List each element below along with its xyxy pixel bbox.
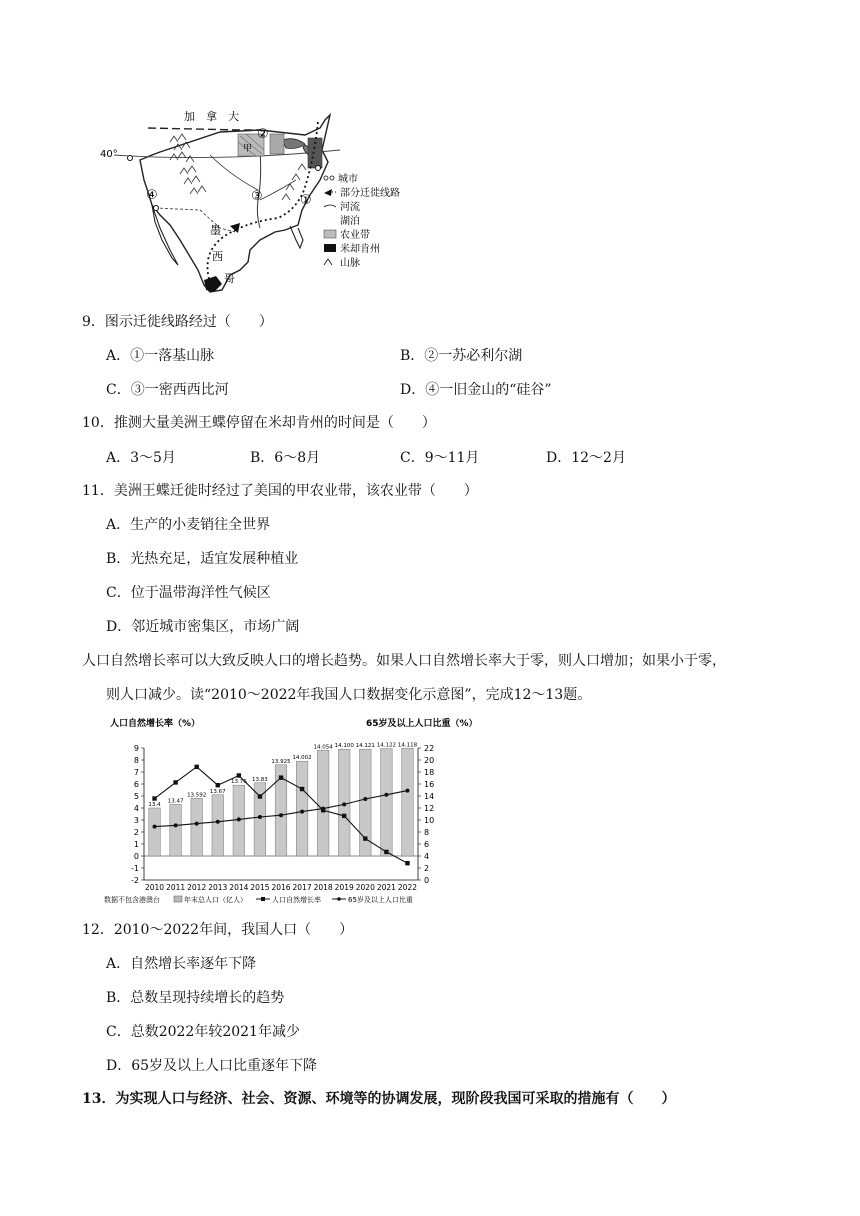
label-mexico-3: 哥 (224, 272, 235, 285)
route-arrow (230, 223, 240, 233)
intro-line-2: 则人口减少。读“2010～2022年我国人口数据变化示意图”，完成12～13题。 (106, 687, 592, 703)
chart-point-natural-growth (237, 773, 241, 777)
chart-point-elderly-share (342, 802, 346, 806)
city-icon (324, 176, 328, 180)
chart-bar-label: 14.121 (355, 743, 375, 750)
chart-right-tick-label: 0 (424, 876, 430, 885)
q10-stem: 10．推测大量美洲王蝶停留在米却肯州的时间是（ ） (82, 415, 436, 431)
q9-stem: 9．图示迁徙线路经过（ ） (82, 314, 273, 330)
chart-right-tick-label: 22 (424, 744, 435, 753)
chart-point-natural-growth (173, 780, 177, 784)
chart-point-natural-growth (342, 814, 346, 818)
map-legend (324, 172, 400, 269)
city-dot (316, 166, 321, 171)
chart-bar (170, 804, 182, 856)
chart-bar-label: 13.925 (271, 758, 291, 765)
farm-belt-icon (324, 230, 336, 238)
chart-x-tick-label: 2018 (313, 883, 333, 892)
missouri-river (210, 155, 258, 190)
great-lakes (282, 139, 305, 149)
chart-legend-bar: 年末总人口（亿人） (184, 896, 247, 904)
chart-bar-label: 14.100 (334, 743, 354, 750)
chart-bar-label: 14.118 (397, 742, 418, 749)
chart-point-elderly-share (195, 822, 199, 826)
chart-point-natural-growth (279, 775, 283, 779)
q9-option-a[interactable]: A．①一落基山脉 (106, 348, 215, 364)
q10-option-c[interactable]: C．9～11月 (400, 450, 480, 466)
chart-right-tick-label: 8 (424, 828, 430, 837)
chart-left-tick-label: 9 (133, 744, 139, 753)
chart-bar-label: 13.4 (148, 802, 161, 808)
q12-option-a[interactable]: A．自然增长率逐年下降 (106, 956, 257, 972)
legend-lake: 湖泊 (340, 216, 360, 227)
chart-left-tick-label: 7 (133, 768, 139, 777)
chart-right-axis-title: 65岁及以上人口比重（%） (366, 719, 478, 729)
chart-legend-line2: 65岁及以上人口比重 (348, 896, 413, 904)
chart-point-elderly-share (321, 807, 325, 811)
city-dot (154, 206, 159, 211)
marker-1: ① (300, 193, 312, 208)
chart-right-tick-label: 14 (424, 792, 435, 801)
chart-right-tick-label: 18 (424, 768, 435, 777)
legend-river: 河流 (340, 202, 360, 213)
canada-border (148, 128, 260, 130)
q10-option-d[interactable]: D．12～2月 (546, 450, 626, 466)
migration-map (100, 100, 420, 305)
chart-x-tick-label: 2016 (271, 883, 291, 892)
chart-left-tick-label: 5 (133, 792, 139, 801)
ohio-river (260, 180, 296, 200)
chart-bar-label: 14.054 (313, 744, 333, 751)
marker-3: ③ (251, 189, 263, 204)
chart-point-elderly-share (363, 797, 367, 801)
chart-x-tick-label: 2013 (208, 883, 228, 892)
chart-left-axis-title: 人口自然增长率（%） (110, 719, 201, 729)
q10-option-a[interactable]: A．3～5月 (106, 450, 176, 466)
q10-option-b[interactable]: B．6～8月 (250, 450, 321, 466)
chart-bar-label: 13.67 (209, 788, 226, 795)
chart-right-tick-label: 16 (424, 780, 435, 789)
baja-outline (152, 205, 178, 265)
route-icon (324, 189, 332, 196)
label-mexico-2: 西 (212, 250, 223, 263)
chart-bar-label: 13.47 (167, 798, 184, 805)
chart-x-tick-label: 2019 (334, 883, 354, 892)
chart-left-tick-label: -2 (131, 876, 139, 885)
chart-left-tick-label: 2 (133, 828, 139, 837)
q9-option-c[interactable]: C．③一密西西比河 (106, 382, 229, 398)
chart-right-tick-label: 4 (424, 852, 430, 861)
mountain-icon (324, 259, 332, 265)
q12-stem: 12．2010～2022年间，我国人口（ ） (82, 922, 354, 938)
label-canada: 加 拿 大 (184, 110, 239, 123)
chart-left-tick-label: 0 (133, 852, 139, 861)
mexico-border (155, 208, 235, 232)
chart-left-tick-label: 3 (133, 816, 139, 825)
chart-point-natural-growth (363, 836, 367, 840)
chart-bar (296, 761, 308, 856)
chart-point-elderly-share (279, 813, 283, 817)
chart-x-tick-label: 2017 (292, 883, 312, 892)
label-jia: 甲 (243, 144, 253, 154)
chart-left-tick-label: 4 (133, 804, 139, 813)
q9-option-d[interactable]: D．④一旧金山的“硅谷” (400, 382, 552, 398)
label-latitude: 40° (100, 149, 118, 160)
q11-stem: 11．美洲王蝶迁徙时经过了美国的甲农业带，该农业带（ ） (82, 483, 478, 499)
q12-option-b[interactable]: B．总数呈现持续增长的趋势 (106, 990, 285, 1006)
chart-point-natural-growth (216, 783, 220, 787)
marker-2: ② (257, 127, 269, 142)
city-dot (128, 156, 133, 161)
chart-point-elderly-share (405, 789, 409, 793)
chart-point-natural-growth (152, 796, 156, 800)
chart-x-tick-label: 2011 (166, 883, 186, 892)
chart-x-tick-label: 2021 (376, 883, 396, 892)
chart-bar (381, 749, 393, 856)
chart-bar-label: 14.002 (292, 755, 312, 762)
chart-point-elderly-share (237, 817, 241, 821)
chart-footnote: 数据不包含港澳台 (104, 896, 160, 904)
michoacan-state (204, 276, 222, 292)
chart-left-tick-label: 6 (133, 780, 139, 789)
chart-point-elderly-share (153, 825, 157, 829)
q11-option-d[interactable]: D．邻近城市密集区，市场广阔 (106, 619, 300, 635)
chart-bar (402, 748, 414, 856)
chart-point-natural-growth (258, 794, 262, 798)
chart-x-tick-label: 2012 (187, 883, 207, 892)
chart-point-elderly-share (216, 820, 220, 824)
chart-bar (149, 808, 161, 856)
legend-city: 城市 (338, 174, 358, 185)
chart-point-elderly-share (300, 810, 304, 814)
chart-right-tick-label: 2 (424, 864, 430, 873)
chart-bar (212, 795, 224, 856)
chart-point-elderly-share (258, 815, 262, 819)
chart-x-tick-label: 2022 (397, 883, 418, 892)
chart-x-tick-label: 2014 (229, 883, 249, 892)
chart-x-tick-label: 2010 (144, 883, 165, 892)
chart-point-elderly-share (174, 823, 178, 827)
chart-bar (191, 798, 203, 856)
chart-bar-label: 14.122 (376, 742, 397, 749)
chart-bar-label: 13.592 (187, 792, 207, 799)
q9-option-b[interactable]: B．②一苏必利尔湖 (400, 348, 523, 364)
chart-right-tick-label: 10 (424, 816, 435, 825)
river-icon (324, 205, 336, 207)
q12-option-c[interactable]: C．总数2022年较2021年减少 (106, 1024, 300, 1040)
chart-bar (317, 750, 329, 856)
chart-point-natural-growth (300, 787, 304, 791)
michoacan-icon (324, 244, 336, 252)
florida-outline (290, 226, 303, 248)
legend-route: 部分迁徙线路 (340, 188, 400, 199)
chart-bar-label: 13.76 (230, 779, 247, 786)
legend-bar-swatch (174, 896, 182, 902)
population-chart (100, 712, 480, 907)
q11-option-a[interactable]: A．生产的小麦销往全世界 (106, 517, 271, 533)
chart-bar (254, 783, 266, 856)
chart-left-tick-label: 8 (133, 756, 139, 765)
chart-x-tick-label: 2015 (250, 883, 270, 892)
chart-left-tick-label: -1 (131, 864, 139, 873)
chart-point-natural-growth (384, 850, 388, 854)
q12-option-d[interactable]: D．65岁及以上人口比重逐年下降 (106, 1058, 318, 1074)
chart-legend-line1: 人口自然增长率 (272, 896, 321, 904)
legend-farm: 农业带 (340, 230, 370, 241)
chart-right-tick-label: 12 (424, 804, 435, 813)
q13-stem: 13．为实现人口与经济、社会、资源、环境等的协调发展，现阶段我国可采取的措施有（ ） (82, 1091, 676, 1107)
chart-point-natural-growth (405, 861, 409, 865)
map-graphic (100, 100, 420, 305)
chart-point-elderly-share (384, 793, 388, 797)
legend-michoacan: 米却肯州 (340, 244, 380, 255)
chart-right-tick-label: 6 (424, 840, 430, 849)
chart-x-tick-label: 2020 (355, 883, 375, 892)
q11-option-b[interactable]: B．光热充足，适宜发展种植业 (106, 551, 299, 567)
chart-point-natural-growth (194, 765, 198, 769)
intro-line-1: 人口自然增长率可以大致反映人口的增长趋势。如果人口自然增长率大于零，则人口增加；如果小于零， (82, 653, 726, 669)
legend-mountain: 山脉 (340, 258, 360, 269)
label-mexico-1: 墨 (210, 224, 221, 237)
chart-bar-label: 13.83 (252, 776, 268, 783)
chart-left-tick-label: 1 (133, 840, 139, 849)
population-chart-svg (100, 712, 480, 907)
q11-option-c[interactable]: C．位于温带海洋性气候区 (106, 585, 271, 601)
chart-right-tick-label: 20 (424, 756, 435, 765)
marker-4: ④ (146, 188, 158, 203)
